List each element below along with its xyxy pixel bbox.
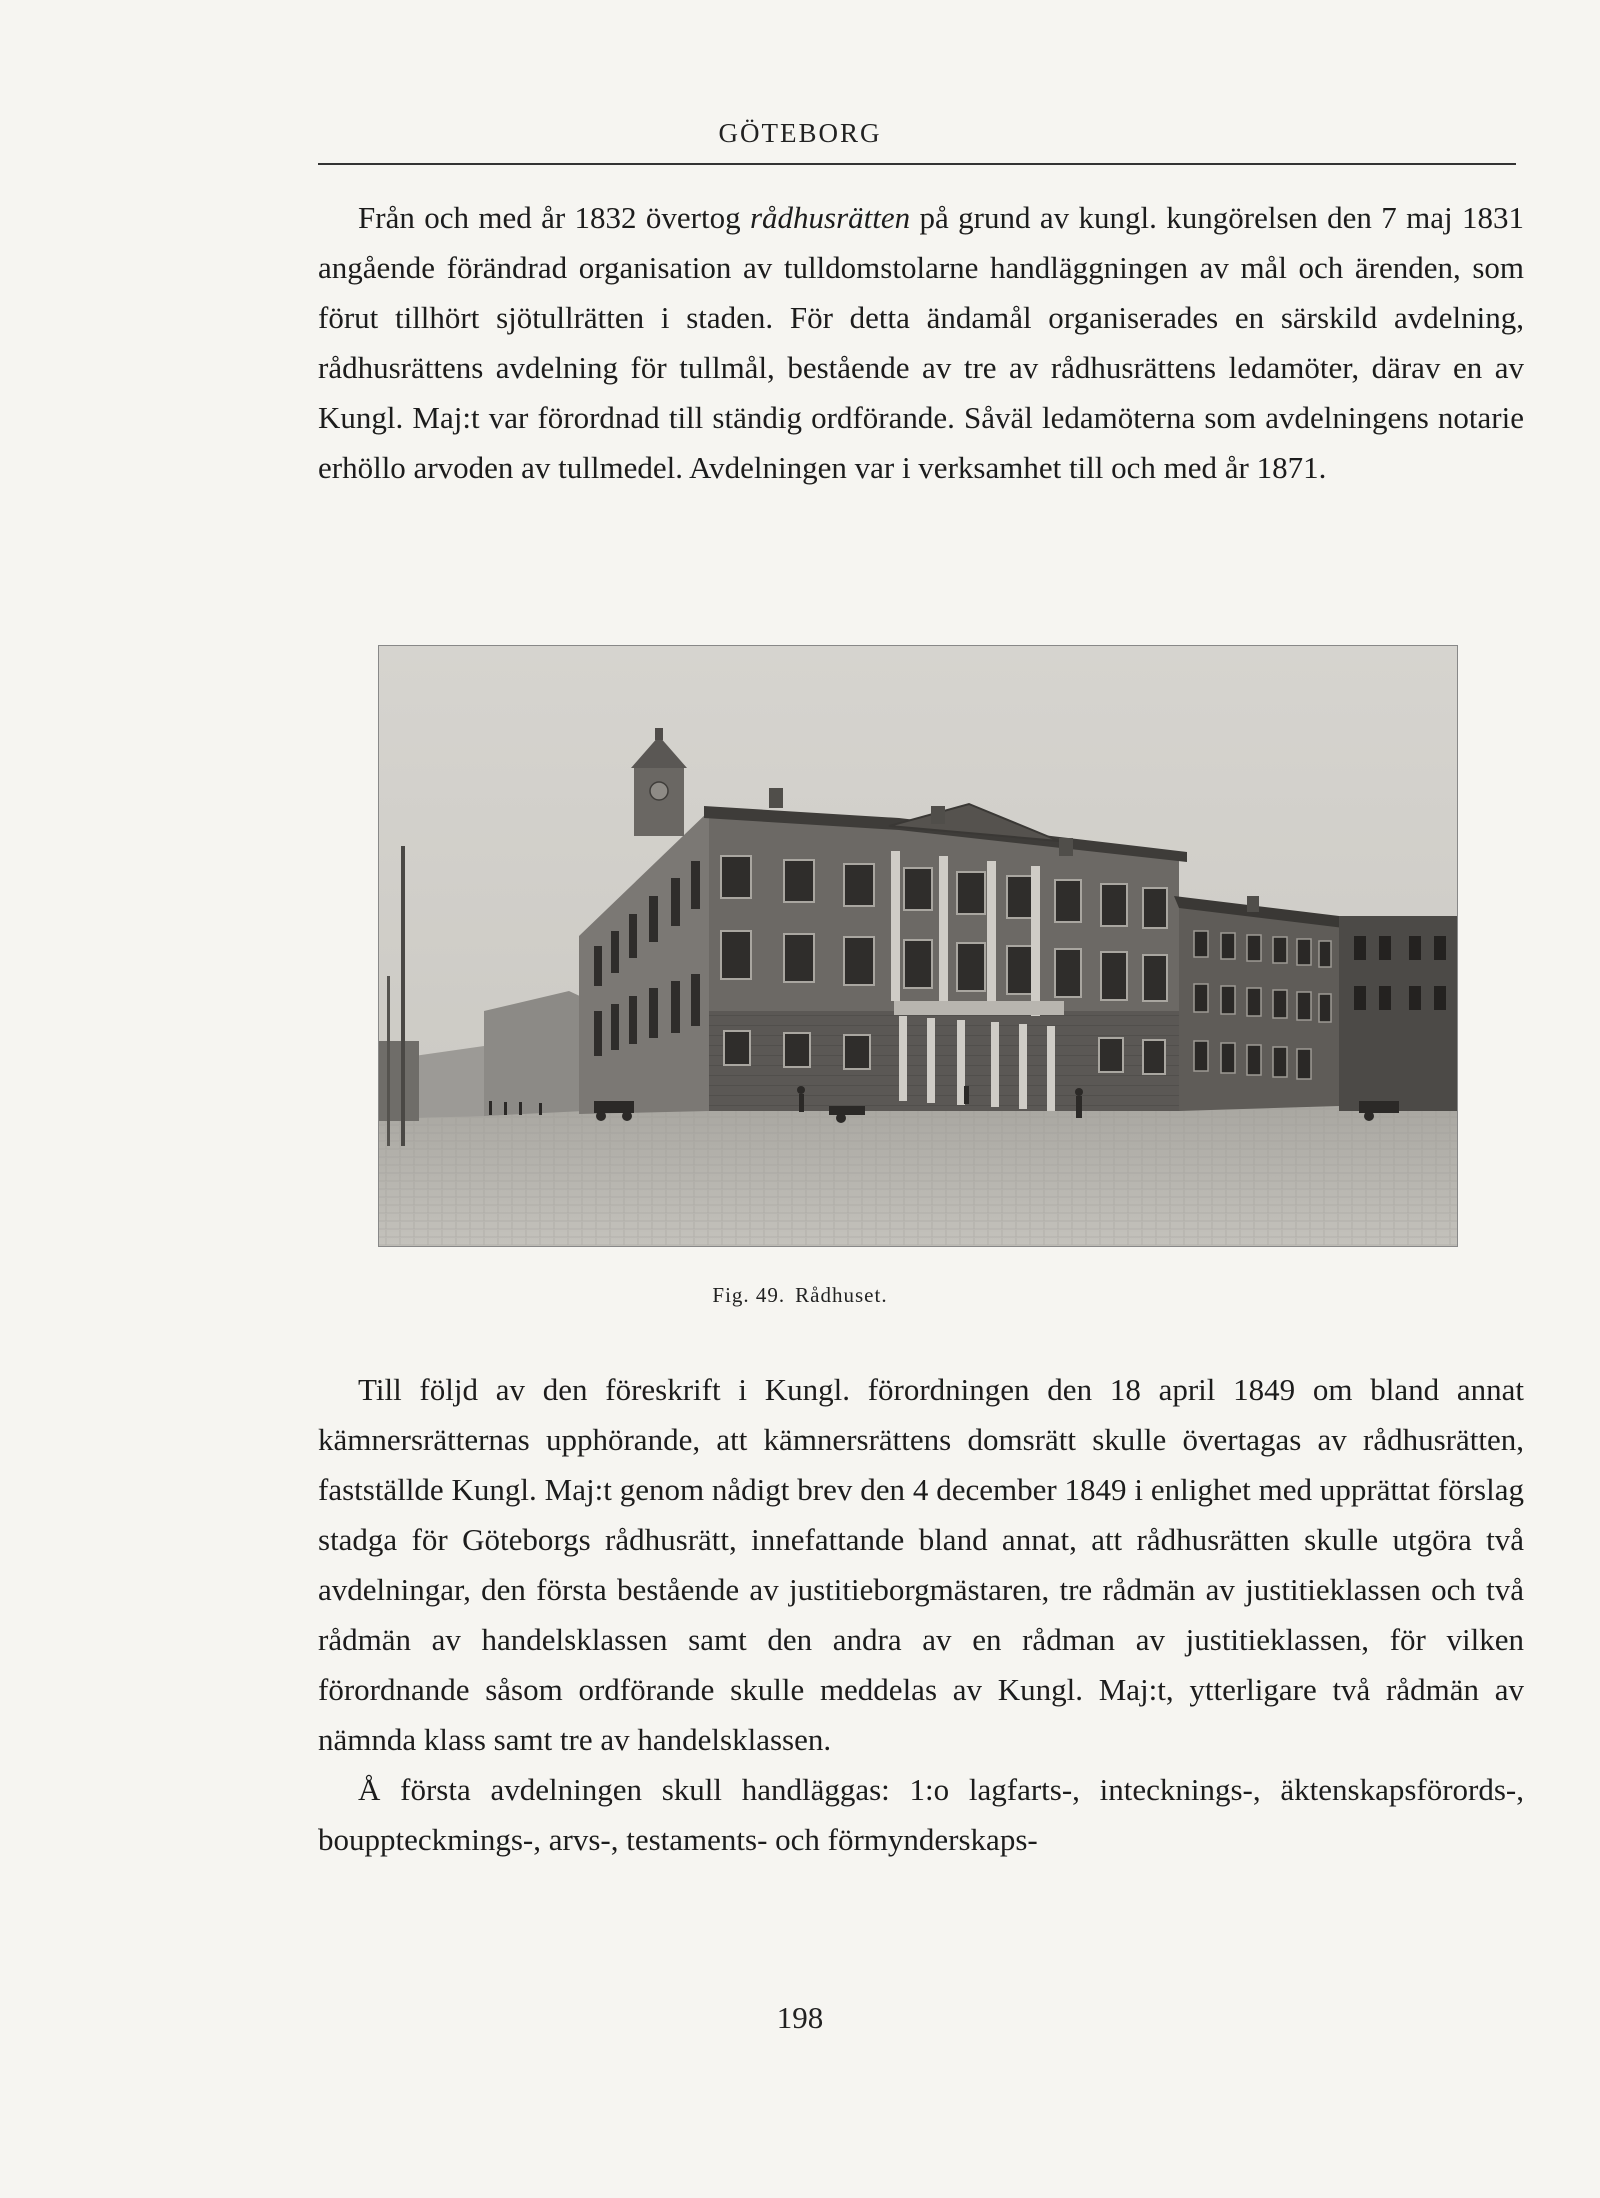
text-block-bottom [318, 1365, 1524, 1865]
paragraph-1-pre: Från och med år 1832 övertog [358, 200, 750, 235]
running-head: GÖTEBORG [718, 118, 882, 148]
text-block-top [318, 193, 1524, 493]
header-rule [318, 163, 1516, 165]
figure-title: Rådhuset. [795, 1283, 888, 1307]
paragraph-1-post: på grund av kungl. kungörelsen den 7 maj 1831 angående förändrad organisation av tulldomstolarne handläggningen av mål och ärenden, som förut tillhört sjötullrätten i staden. För detta ändamål organiserades en särskild avdelning, rådhusrättens avdelning för tullmål, bestående av tre av rådhusrättens ledamöter, därav en av Kungl. Maj:t var förordnad till ständig ordförande. Såväl ledamöterna som avdelningens notarie erhöllo arvoden av tullmedel. Avdelningen var i verksamhet till och med år 1871. [318, 200, 1525, 485]
figure-caption [0, 1283, 1600, 1308]
figure-number: Fig. 49. [712, 1283, 786, 1307]
page-number: 198 [776, 2000, 824, 2035]
paragraph-2: Till följd av den föreskrift i Kungl. förordningen den 18 april 1849 om bland annat kämnersrätternas upphörande, att kämnersrättens domsrätt skulle övertagas av rådhusrätten, fastställde Kungl. Maj:t genom nådigt brev den 4 december 1849 i enlighet med upprättat förslag stadga för Göteborgs rådhusrätt, innefattande bland annat, att rådhusrätten skulle utgöra två avdelningar, den första bestående av justitieborgmästaren, tre rådmän av justitieklassen och två rådmän av handelsklassen samt den andra av en rådman av justitieklassen, för vilken förordnande såsom ordförande skulle meddelas av Kungl. Maj:t, ytterligare två rådmän av nämnda klass samt tre av handelsklassen. [318, 1372, 1524, 1757]
town-hall-photo [379, 646, 1457, 1246]
paragraph-1-emphasis: rådhusrätten [749, 200, 911, 235]
paragraph-3: Å första avdelningen skull handläggas: 1:o lagfarts-, intecknings-, äktenskapsförords-, bouppteckmings-, arvs-, testaments- och förmynderskaps- [318, 1772, 1524, 1857]
paragraph-1 [318, 193, 1524, 493]
figure-photo-radhuset [378, 645, 1458, 1247]
